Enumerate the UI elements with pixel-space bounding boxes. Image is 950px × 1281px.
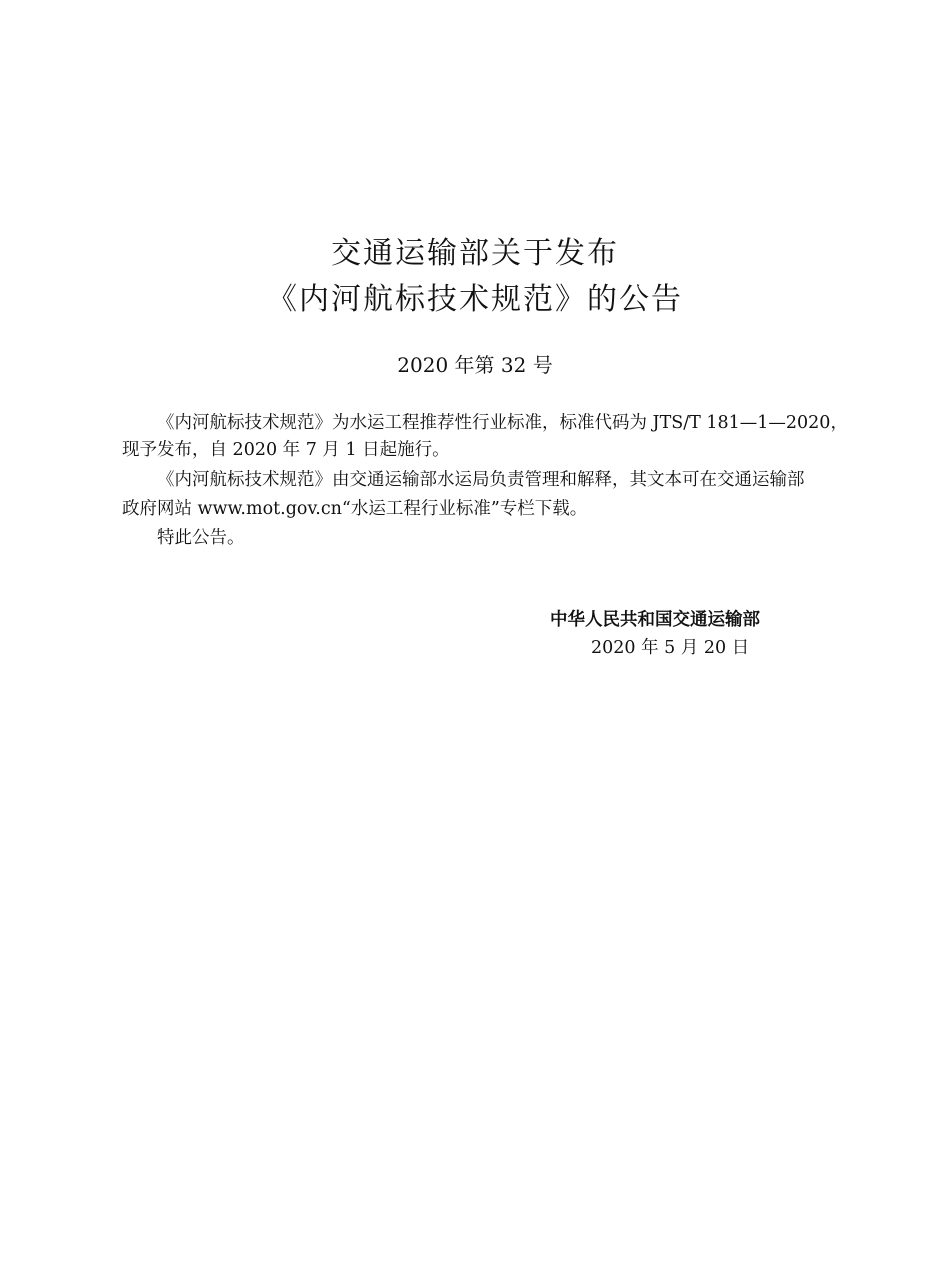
paragraph-1-line-1: 《内河航标技术规范》为水运工程推荐性行业标准，标准代码为 JTS/T 181—1—2020， — [157, 413, 848, 433]
paragraph-2-line-1: 《内河航标技术规范》由交通运输部水运局负责管理和解释，其文本可在交通运输部 — [157, 470, 805, 490]
signature-organization: 中华人民共和国交通运输部 — [550, 610, 760, 630]
paragraph-3: 特此公告。 — [157, 528, 245, 548]
notice-title-line-1: 交通运输部关于发布 — [331, 236, 619, 271]
paragraph-1-line-2: 现予发布，自 2020 年 7 月 1 日起施行。 — [122, 440, 450, 460]
notice-title-line-2: 《内河航标技术规范》的公告 — [267, 282, 683, 317]
paragraph-2-line-2: 政府网站 www.mot.gov.cn“水运工程行业标准”专栏下载。 — [122, 499, 588, 519]
signature-date: 2020 年 5 月 20 日 — [591, 638, 750, 658]
document-number: 2020 年第 32 号 — [397, 353, 553, 377]
